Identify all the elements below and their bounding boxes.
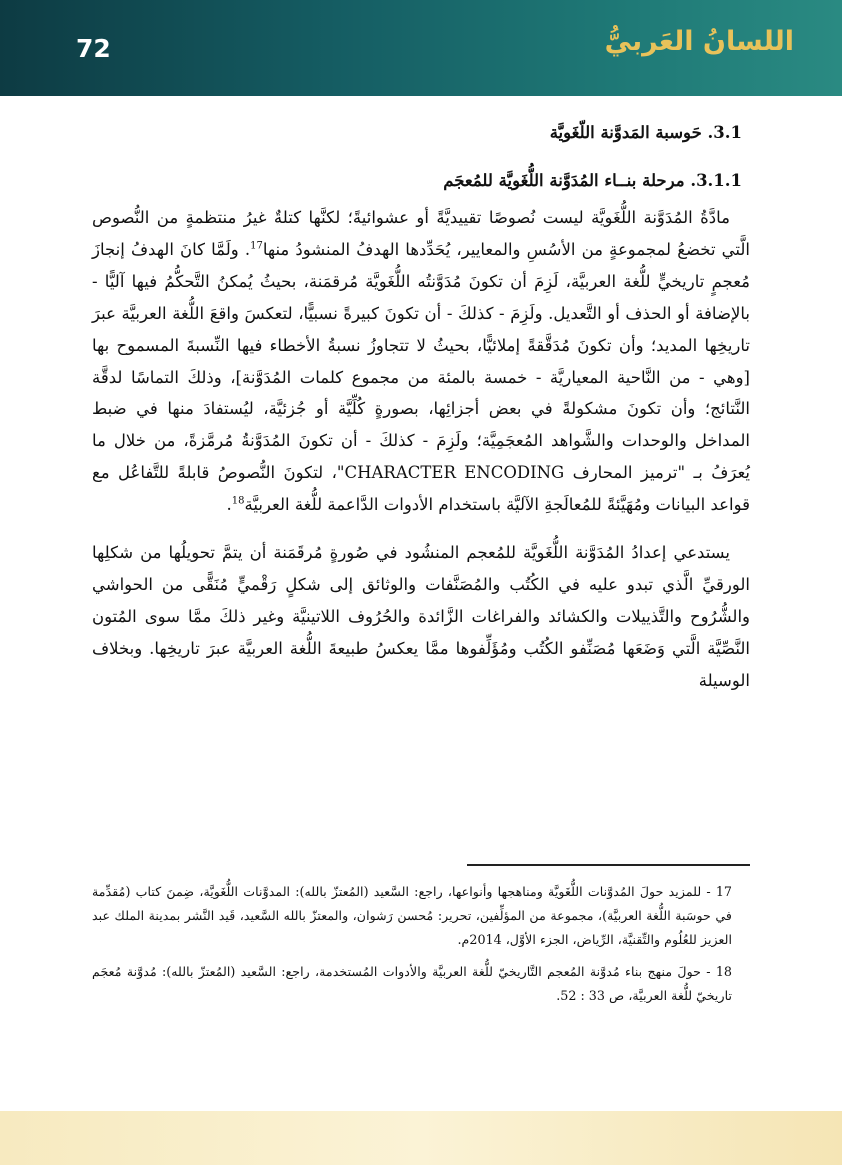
paragraph-end: . [226, 495, 232, 515]
paragraph [92, 202, 750, 521]
section-heading: 3.1. حَوسبة المَدوَّنة اللّغَويَّة [549, 123, 742, 142]
journal-logo: اللسانُ العَربيُّ [604, 26, 794, 57]
footnotes [92, 880, 732, 1016]
footnote-ref[interactable]: 18 [231, 495, 245, 507]
main-content [92, 118, 750, 697]
paragraph: يستدعي إعدادُ المُدَوَّنة اللُّغَويَّة للمُعجم المنشُود في صُورةٍ مُرقَمَنة أن يتمَّ تحويلُها من شكلِها الورقيِّ الَّذي تبدو عليه في الكُتُب والمُصَنَّفات والوثائق إلى شكلٍ رَقْميٍّ مُنَقًّى من الحواشي والشُّرُوح والتَّذييلات والكشائد والفراغات الزَّائدة والحُرُوف اللاتينيَّة وغير ذلكَ ممَّا سوى المُتون النَّصِّيَّة الَّتي وَضَعَها مُصَنِّفو الكُتُب ومُؤَلِّفوها ممَّا يعكسُ طبيعةَ اللُّغة العربيَّة عبرَ تاريخِها. وبخلاف الوسيلة [92, 543, 750, 690]
footer-band [0, 1111, 842, 1165]
page-number: 72 [76, 34, 111, 63]
subsection-heading: 3.1.1. مرحلة بنــاء المُدَوَّنة اللُّغَويَّة للمُعجَم [443, 171, 742, 190]
header-band [0, 0, 842, 96]
footnote-18: 18 - حولَ منهج بناء مُدوَّنة المُعجم التَّاريخيّ للُّغة العربيَّة والأدوات المُستخدمة، راجع: السَّعيد (المُعتزّ بالله): مُدوَّنة مُعجَم تاريخيّ للُّغة العربيَّة، ص 33 : 52. [92, 964, 732, 1003]
paragraph-text: . ولَمَّا كانَ الهدفُ إنجازَ مُعجمٍ تاريخيٍّ للُّغة العربيَّة، لَزِمَ أن تكونَ مُدَوَّنتُه اللُّغَويَّة مُرقمَنة، بحيثُ يُمكنُ التَّحكُّمُ فيها آليًّا - بالإضافة أو الحذف أو التَّعديل. ولَزِمَ - كذلكَ - أن تكونَ كبيرةً نسبيًّا، لتعكسَ واقعَ اللُّغة العربيَّة عبرَ تاريخِها المديد؛ وأن تكونَ مُدَقَّقةً إملائيًّا، بحيثُ لا تتجاوزُ نسبةُ الأخطاء فيها النِّسبةَ المسموح بها [وهي - من النَّاحية المعياريَّة - خمسة بالمئة من مجموع كلمات المُدَوَّنة]، وذلكَ التماسًا لدقَّة النَّتائج؛ وأن تكونَ مشكولةً في بعض أجزائِها، بصورةٍ كُلِّيَّة أو جُزئيَّة، ليُستفادَ منها في ضبط المداخل والوحدات والشَّواهد المُعجَمِيَّة؛ ولَزِمَ - كذلكَ - أن تكونَ المُدَوَّنةُ مُرمَّزةً، من خلال ما يُعرَفُ بـ "ترميز المحارف CHARACTER ENCODING"، لتكونَ النُّصوصُ قابلةً للتَّفاعُل مع قواعد البيانات ومُهَيَّئةً للمُعالَجةِ الآليَّة باستخدام الأدوات الدَّاعمة للُّغة العربيَّة [92, 239, 750, 515]
paragraph-text: مادَّةُ المُدَوَّنة اللُّغَويَّة ليست نُصوصًا تقييديَّةً أو عشوائيةً؛ لكنَّها كتلةٌ غيرُ منتظمةٍ من النُّصوص الَّتي تخضعُ لمجموعةٍ من الأسُسِ والمعايير، يُحَدِّدها الهدفُ المنشودُ منها [92, 208, 750, 259]
footnote-divider [467, 864, 750, 866]
footnote-17: 17 - للمزيد حولَ المُدوَّنات اللُّغَويَّة ومناهجها وأنواعها، راجع: السَّعيد (المُعتزّ بالله): المدوَّنات اللُّغَويَّة، ضِمنَ كتاب (مُقدِّمة في حوسَبة اللُّغة العربيَّة)، مجموعة من المؤلِّفين، تحرير: مُحسن رَشوان، والمعتزّ بالله السَّعيد، قَيد النَّشر بمدينة الملك عبد العزيز للعُلُوم والتِّقنيَّة، الرِّياض، الجزء الأوَّل، 2014م. [92, 884, 732, 947]
footnote-ref[interactable]: 17 [250, 240, 263, 252]
